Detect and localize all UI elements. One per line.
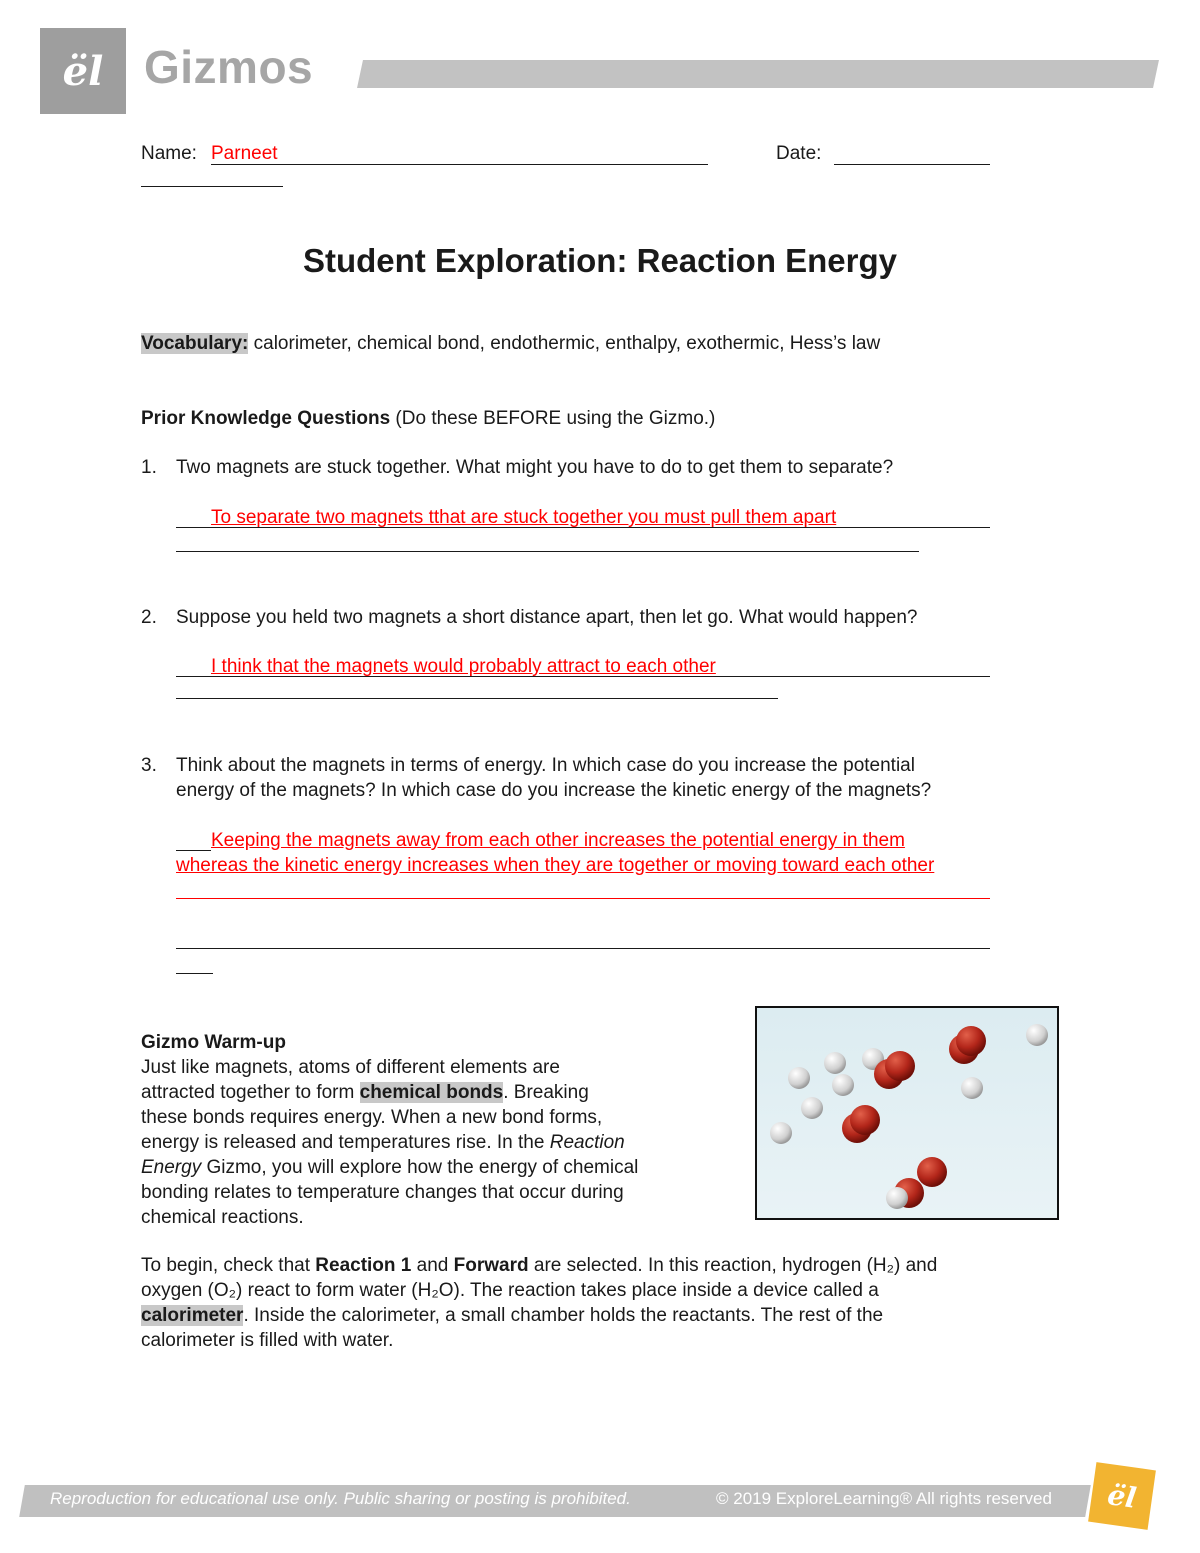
q1-text: Two magnets are stuck together. What might you have to do to get them to separate? bbox=[176, 457, 894, 478]
begin-line-3 bbox=[141, 1303, 1061, 1328]
warmup-l4b: Reaction bbox=[549, 1132, 625, 1153]
prior-heading: Prior Knowledge Questions bbox=[141, 408, 391, 429]
footer-copyright: © 2019 ExploreLearning® All rights reserved bbox=[716, 1489, 1052, 1508]
prior-knowledge-heading bbox=[141, 407, 715, 431]
hydrogen-atom bbox=[801, 1097, 823, 1119]
oxygen-atom bbox=[850, 1105, 880, 1135]
name-value: Parneet bbox=[211, 143, 278, 164]
begin-l3b: . Inside the calorimeter, a small chamber holds the reactants. The rest of the bbox=[243, 1305, 884, 1326]
warmup-heading: Gizmo Warm-up bbox=[141, 1032, 286, 1053]
q3-text-line1: Think about the magnets in terms of energy. In which case do you increase the potential bbox=[176, 755, 915, 776]
q2-answer-line-2 bbox=[176, 698, 778, 699]
q2-number: 2. bbox=[141, 607, 157, 628]
q2-text: Suppose you held two magnets a short distance apart, then let go. What would happen? bbox=[176, 607, 918, 628]
q1-answer-line-2 bbox=[176, 551, 919, 552]
prior-note: (Do these BEFORE using the Gizmo.) bbox=[390, 408, 716, 429]
warmup-line-5 bbox=[141, 1155, 741, 1180]
term-forward: Forward bbox=[453, 1255, 529, 1276]
begin-line-4: calorimeter is filled with water. bbox=[141, 1330, 394, 1351]
date-underline bbox=[834, 164, 990, 165]
brand-name: Gizmos bbox=[144, 41, 314, 93]
warmup-l2c: . Breaking bbox=[503, 1082, 589, 1103]
molecules-image bbox=[755, 1006, 1059, 1220]
begin-l1c: and bbox=[411, 1255, 454, 1276]
header-bar bbox=[357, 60, 1159, 88]
q2-answer: I think that the magnets would probably attract to each other bbox=[211, 656, 716, 677]
term-reaction-1: Reaction 1 bbox=[315, 1255, 412, 1276]
gizmos-logo bbox=[40, 28, 126, 114]
hydrogen-atom bbox=[1026, 1024, 1048, 1046]
hydrogen-atom bbox=[832, 1074, 854, 1096]
begin-l1e: are selected. In this reaction, hydrogen (H₂) and bbox=[528, 1255, 938, 1276]
hydrogen-atom bbox=[788, 1067, 810, 1089]
warmup-line-3: these bonds requires energy. When a new bond forms, bbox=[141, 1107, 603, 1128]
begin-line-1 bbox=[141, 1253, 1061, 1278]
warmup-l5a: Energy bbox=[141, 1157, 202, 1178]
q3-number: 3. bbox=[141, 755, 157, 776]
warmup-l2a: attracted together to form bbox=[141, 1082, 360, 1103]
footer-disclaimer: Reproduction for educational use only. Public sharing or posting is prohibited. bbox=[50, 1489, 631, 1508]
warmup-paragraph bbox=[141, 1055, 741, 1230]
date-label: Date: bbox=[776, 143, 822, 164]
logo-glyph: ël bbox=[62, 47, 104, 95]
date-underline-cont bbox=[141, 186, 283, 187]
warmup-line-6: bonding relates to temperature changes that occur during bbox=[141, 1182, 624, 1203]
molecules-illustration bbox=[757, 1008, 1057, 1218]
page-title: Student Exploration: Reaction Energy bbox=[302, 242, 898, 279]
oxygen-atom bbox=[885, 1051, 915, 1081]
warmup-line-1: Just like magnets, atoms of different elements are bbox=[141, 1057, 560, 1078]
name-underline bbox=[211, 164, 708, 165]
q1-answer: To separate two magnets tthat are stuck together you must pull them apart bbox=[211, 507, 837, 528]
q3-answer-lead-line bbox=[176, 850, 211, 851]
q3-answer-line-5 bbox=[176, 973, 213, 974]
term-calorimeter: calorimeter bbox=[141, 1305, 244, 1326]
warmup-line-2 bbox=[141, 1080, 741, 1105]
hydrogen-atom bbox=[886, 1187, 908, 1209]
warmup-l5b: Gizmo, you will explore how the energy of chemical bbox=[201, 1157, 639, 1178]
hydrogen-atom bbox=[961, 1077, 983, 1099]
q1-number: 1. bbox=[141, 457, 157, 478]
begin-paragraph bbox=[141, 1253, 1061, 1353]
name-label: Name: bbox=[141, 143, 197, 164]
footer-logo-glyph: ël bbox=[1105, 1477, 1139, 1515]
begin-line-2: oxygen (O₂) react to form water (H₂O). The reaction takes place inside a device called a bbox=[141, 1280, 879, 1301]
warmup-line-4 bbox=[141, 1130, 741, 1155]
warmup-line-7: chemical reactions. bbox=[141, 1207, 304, 1228]
q3-answer-line-3 bbox=[176, 898, 990, 899]
oxygen-atom bbox=[917, 1157, 947, 1187]
hydrogen-atom bbox=[770, 1122, 792, 1144]
explorelearning-logo bbox=[1088, 1462, 1156, 1530]
warmup-l4a: energy is released and temperatures rise. In the bbox=[141, 1132, 550, 1153]
q3-answer-line1: Keeping the magnets away from each other increases the potential energy in them bbox=[211, 830, 905, 851]
oxygen-atom bbox=[956, 1026, 986, 1056]
term-chemical-bonds: chemical bonds bbox=[359, 1082, 504, 1103]
vocabulary-terms: calorimeter, chemical bond, endothermic, enthalpy, exothermic, Hess’s law bbox=[248, 333, 881, 354]
hydrogen-atom bbox=[824, 1052, 846, 1074]
q3-answer-line-4 bbox=[176, 948, 990, 949]
q3-answer-line2: whereas the kinetic energy increases when they are together or moving toward each other bbox=[176, 855, 935, 876]
vocabulary-line bbox=[141, 332, 880, 356]
vocabulary-label: Vocabulary: bbox=[141, 333, 249, 354]
q3-text-line2: energy of the magnets? In which case do you increase the kinetic energy of the magnets? bbox=[176, 780, 932, 801]
begin-l1a: To begin, check that bbox=[141, 1255, 316, 1276]
